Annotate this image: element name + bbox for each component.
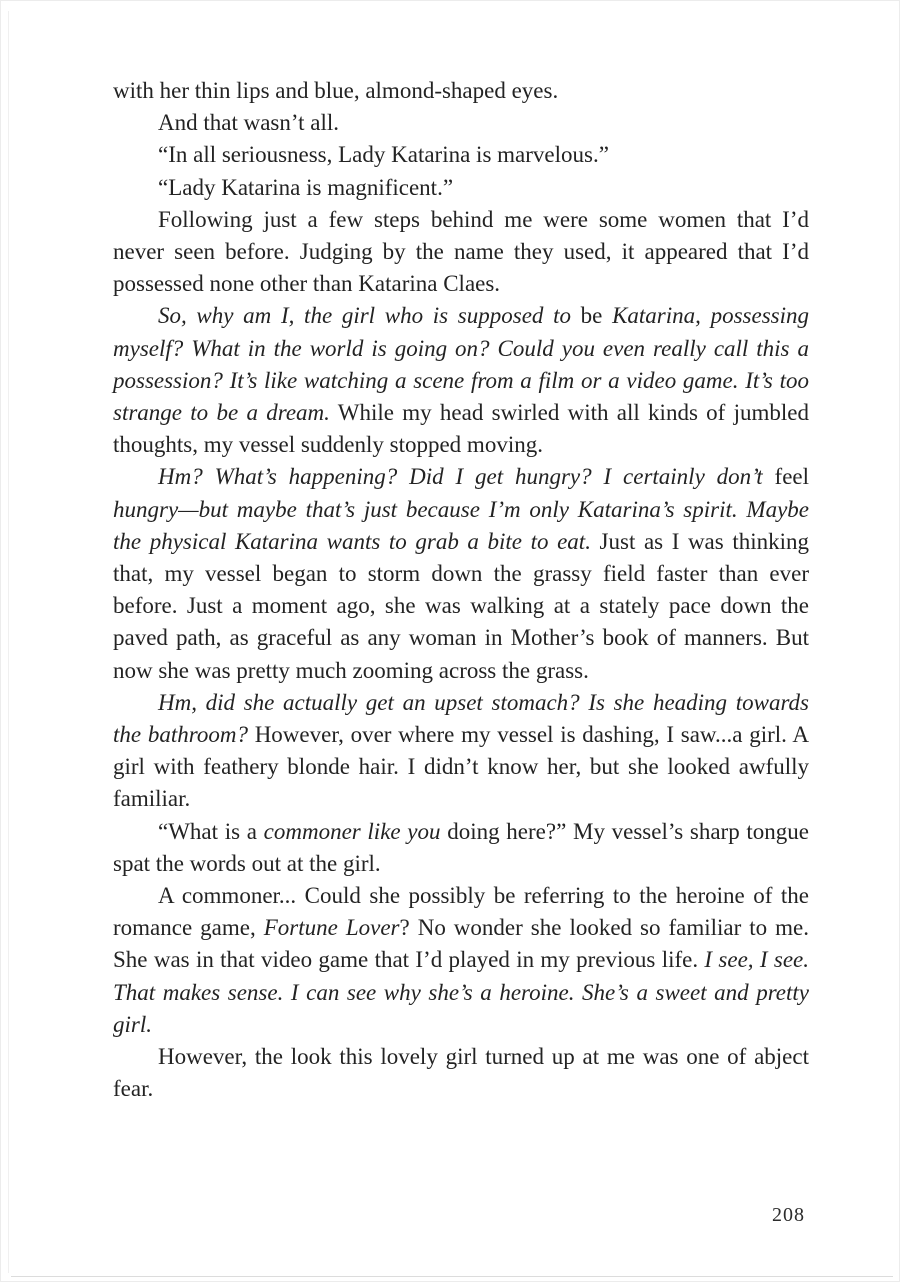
text-run-italic: Katarina, possessing myself? What in the world is going on? Could you even really call this a possession? It’s like watching a scene from a film or a video game. It’s too strange to be a dream. [113,303,809,426]
paragraph [113,204,809,301]
text-run-italic: commoner like you [263,818,441,844]
text-run: ? No wonder she looked so familiar to me. She was in that video game that I’d played in my previous life. [113,915,810,973]
text-run: doing here?” My vessel’s sharp tongue spat the words out at the girl. [113,818,809,876]
paragraph [113,687,809,816]
paragraph [113,816,809,880]
scan-edge-left [8,11,9,1273]
text-run: feel [774,464,809,490]
text-run: Just as I was thinking that, my vessel began to storm down the grassy field faster than ever before. Just a moment ago, she was walking at a stately pace down the paved path, as graceful as any woman in Mother’s book of manners. But now she was pretty much zooming across the grass. [113,528,809,683]
text-run: And that wasn’t all. [158,110,339,136]
paragraph [113,461,809,686]
paragraph [113,75,809,107]
paragraph [113,1041,809,1105]
text-run: Following just a few steps behind me were some women that I’d never seen before. Judging by the name they used, it appeared that I’d possessed none other than Katarina Claes. [113,206,809,297]
text-run: However, over where my vessel is dashing, I saw...a girl. A girl with feathery blonde hair. I didn’t know her, but she looked awfully familiar. [113,722,810,812]
text-run: However, the look this lovely girl turned up at me was one of abject fear. [113,1044,809,1102]
text-run-italic: Fortune Lover [263,915,400,941]
text-run: be [580,303,613,329]
text-run: with her thin lips and blue, almond-shaped eyes. [113,78,559,103]
scan-edge-bottom [11,1276,893,1277]
text-run-italic: Hm, did she actually get an upset stomach? Is she heading towards the bathroom? [113,689,809,748]
paragraph [113,880,809,1041]
paragraph [113,172,809,204]
text-run: “What is a [158,818,264,844]
page-text [113,75,809,1106]
text-run: While my head swirled with all kinds of jumbled thoughts, my vessel suddenly stopped moving. [113,400,810,458]
text-run: A commoner... Could she possibly be referring to the heroine of the romance game, [113,883,809,941]
paragraph [113,139,809,171]
text-run-italic: So, why am I, the girl who is supposed to [158,303,581,329]
page-number: 208 [772,1204,805,1226]
text-run: “Lady Katarina is magnificent.” [158,174,454,200]
paragraph [113,300,809,461]
paragraph [113,107,809,139]
text-run-italic: hungry—but maybe that’s just because I’m only Katarina’s spirit. Maybe the physical Katarina wants to grab a bite to eat. [113,496,809,554]
text-run-italic: I see, I see. That makes sense. I can see why she’s a heroine. She’s a sweet and pretty girl. [113,947,809,1037]
text-run-italic: Hm? What’s happening? Did I get hungry? I certainly don’t [158,464,775,490]
text-run: “In all seriousness, Lady Katarina is marvelous.” [158,142,609,168]
